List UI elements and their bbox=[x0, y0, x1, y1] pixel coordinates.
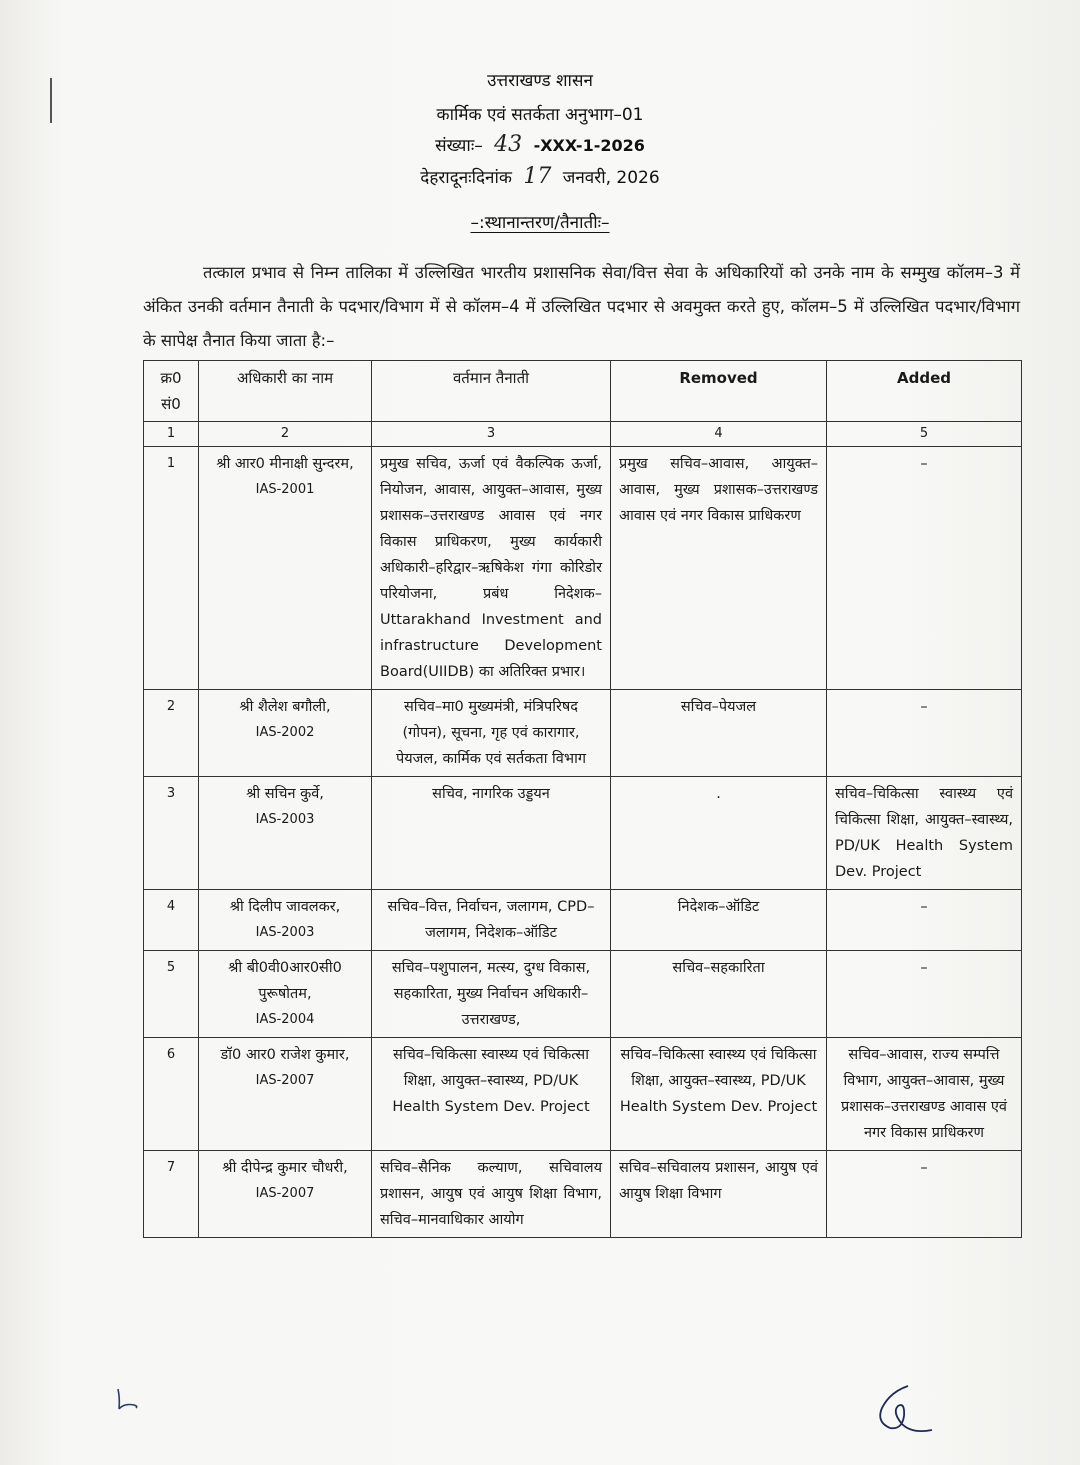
added-posting: – bbox=[827, 447, 1022, 690]
order-subject-text: –:स्थानान्तरण/तैनातीः– bbox=[470, 213, 610, 233]
table-row bbox=[144, 447, 1022, 690]
order-subject bbox=[0, 212, 1080, 234]
officer-batch: IAS-2002 bbox=[255, 725, 315, 740]
officer-batch: IAS-2001 bbox=[255, 482, 315, 497]
officer-cell bbox=[199, 690, 372, 777]
order-number bbox=[0, 134, 1080, 157]
table-row bbox=[144, 890, 1022, 951]
officer-name: श्री दीपेन्द्र कुमार चौधरी, bbox=[222, 1160, 348, 1176]
table-row bbox=[144, 777, 1022, 890]
column-number: 5 bbox=[827, 422, 1022, 447]
column-number: 1 bbox=[144, 422, 199, 447]
column-number-row bbox=[144, 422, 1022, 447]
government-name: उत्तराखण्ड शासन bbox=[487, 71, 593, 91]
current-posting: सचिव–वित्त, निर्वाचन, जलागम, CPD–जलागम, निदेशक–ऑडिट bbox=[372, 890, 611, 951]
officer-name: श्री शैलेश बगौली, bbox=[239, 699, 331, 715]
officer-name: श्री दिलीप जावलकर, bbox=[229, 899, 341, 915]
transfer-table bbox=[143, 360, 1022, 1238]
officer-cell bbox=[199, 1151, 372, 1238]
header-added: Added bbox=[827, 361, 1022, 422]
officer-cell bbox=[199, 777, 372, 890]
order-number-prefix: संख्याः– bbox=[435, 136, 483, 156]
order-number-suffix: -XXX-1-2026 bbox=[533, 136, 645, 155]
removed-posting: सचिव–पेयजल bbox=[611, 690, 827, 777]
order-date bbox=[0, 166, 1080, 189]
officer-name: डॉ0 आर0 राजेश कुमार, bbox=[220, 1047, 350, 1063]
officer-batch: IAS-2003 bbox=[255, 925, 315, 940]
officer-batch: IAS-2003 bbox=[255, 812, 315, 827]
row-serial: 3 bbox=[144, 777, 199, 890]
added-posting: – bbox=[827, 690, 1022, 777]
initials-mark-left bbox=[112, 1385, 142, 1415]
officer-name: श्री बी0वी0आर0सी0 पुरूषोतम, bbox=[228, 960, 342, 1002]
row-serial: 6 bbox=[144, 1038, 199, 1151]
removed-posting: सचिव–सहकारिता bbox=[611, 951, 827, 1038]
table-header-row bbox=[144, 361, 1022, 422]
removed-posting: सचिव–सचिवालय प्रशासन, आयुष एवं आयुष शिक्षा विभाग bbox=[611, 1151, 827, 1238]
removed-posting: निदेशक–ऑडिट bbox=[611, 890, 827, 951]
order-body bbox=[143, 256, 1020, 358]
header-officer-name: अधिकारी का नाम bbox=[199, 361, 372, 422]
added-posting: सचिव–चिकित्सा स्वास्थ्य एवं चिकित्सा शिक्षा, आयुक्त–स्वास्थ्य, PD/UK Health System Dev. Project bbox=[827, 777, 1022, 890]
officer-batch: IAS-2007 bbox=[255, 1186, 315, 1201]
added-posting: – bbox=[827, 951, 1022, 1038]
row-serial: 5 bbox=[144, 951, 199, 1038]
column-number: 2 bbox=[199, 422, 372, 447]
order-date-handwritten: 17 bbox=[523, 164, 552, 189]
row-serial: 4 bbox=[144, 890, 199, 951]
added-posting: – bbox=[827, 1151, 1022, 1238]
header-removed: Removed bbox=[611, 361, 827, 422]
current-posting: सचिव–पशुपालन, मत्स्य, दुग्ध विकास, सहकारिता, मुख्य निर्वाचन अधिकारी– उत्तराखण्ड, bbox=[372, 951, 611, 1038]
current-posting: सचिव–सैनिक कल्याण, सचिवालय प्रशासन, आयुष एवं आयुष शिक्षा विभाग, सचिव–मानवाधिकार आयोग bbox=[372, 1151, 611, 1238]
table-row bbox=[144, 690, 1022, 777]
column-number: 3 bbox=[372, 422, 611, 447]
column-number: 4 bbox=[611, 422, 827, 447]
signature-mark-right bbox=[868, 1380, 938, 1440]
row-serial: 7 bbox=[144, 1151, 199, 1238]
officer-cell bbox=[199, 1038, 372, 1151]
header-current-posting: वर्तमान तैनाती bbox=[372, 361, 611, 422]
order-number-handwritten: 43 bbox=[494, 132, 523, 157]
officer-name: श्री सचिन कुर्वे, bbox=[246, 786, 324, 802]
order-date-prefix: देहरादूनःदिनांक bbox=[420, 168, 512, 188]
order-body-text: तत्काल प्रभाव से निम्न तालिका में उल्लिखित भारतीय प्रशासनिक सेवा/वित्त सेवा के अधिकारियों को उनके नाम के सम्मुख कॉलम–3 में अंकित उनकी वर्तमान तैनाती के पदभार/विभाग में से कॉलम–4 में उल्लिखित पदभार से अवमुक्त करते हुए, कॉलम–5 में उल्लिखित पदभार/विभाग के सापेक्ष तैनात किया जाता है:– bbox=[143, 263, 1020, 350]
added-posting: सचिव–आवास, राज्य सम्पत्ति विभाग, आयुक्त–आवास, मुख्य प्रशासक–उत्तराखण्ड आवास एवं नगर विकास प्राधिकरण bbox=[827, 1038, 1022, 1151]
current-posting: सचिव–मा0 मुख्यमंत्री, मंत्रिपरिषद (गोपन), सूचना, गृह एवं कारागार, पेयजल, कार्मिक एवं सर्तकता विभाग bbox=[372, 690, 611, 777]
row-serial: 2 bbox=[144, 690, 199, 777]
current-posting: प्रमुख सचिव, ऊर्जा एवं वैकल्पिक ऊर्जा, नियोजन, आवास, आयुक्त–आवास, मुख्य प्रशासक–उत्तराखण्ड आवास एवं नगर विकास प्राधिकरण, मुख्य कार्यकारी अधिकारी–हरिद्वार–ऋषिकेश गंगा कोरिडोर परियोजना, प्रबंध निदेशक– Uttarakhand Investment and infrastructure Development Board(UIIDB) का अतिरिक्त प्रभार। bbox=[372, 447, 611, 690]
removed-posting: . bbox=[611, 777, 827, 890]
current-posting: सचिव, नागरिक उड्डयन bbox=[372, 777, 611, 890]
officer-name: श्री आर0 मीनाक्षी सुन्दरम, bbox=[216, 456, 354, 472]
row-serial: 1 bbox=[144, 447, 199, 690]
officer-cell bbox=[199, 447, 372, 690]
order-date-suffix: जनवरी, 2026 bbox=[562, 168, 660, 188]
officer-cell bbox=[199, 951, 372, 1038]
table-row bbox=[144, 1038, 1022, 1151]
header-serial: क्र0 सं0 bbox=[144, 361, 199, 422]
officer-batch: IAS-2007 bbox=[255, 1073, 315, 1088]
current-posting: सचिव–चिकित्सा स्वास्थ्य एवं चिकित्सा शिक्षा, आयुक्त–स्वास्थ्य, PD/UK Health System Dev. Project bbox=[372, 1038, 611, 1151]
section-name: कार्मिक एवं सतर्कता अनुभाग–01 bbox=[436, 105, 644, 125]
officer-cell bbox=[199, 890, 372, 951]
officer-batch: IAS-2004 bbox=[255, 1012, 315, 1027]
table-row bbox=[144, 1151, 1022, 1238]
removed-posting: प्रमुख सचिव–आवास, आयुक्त–आवास, मुख्य प्रशासक–उत्तराखण्ड आवास एवं नगर विकास प्राधिकरण bbox=[611, 447, 827, 690]
table-row bbox=[144, 951, 1022, 1038]
added-posting: – bbox=[827, 890, 1022, 951]
removed-posting: सचिव–चिकित्सा स्वास्थ्य एवं चिकित्सा शिक्षा, आयुक्त–स्वास्थ्य, PD/UK Health System Dev. Project bbox=[611, 1038, 827, 1151]
